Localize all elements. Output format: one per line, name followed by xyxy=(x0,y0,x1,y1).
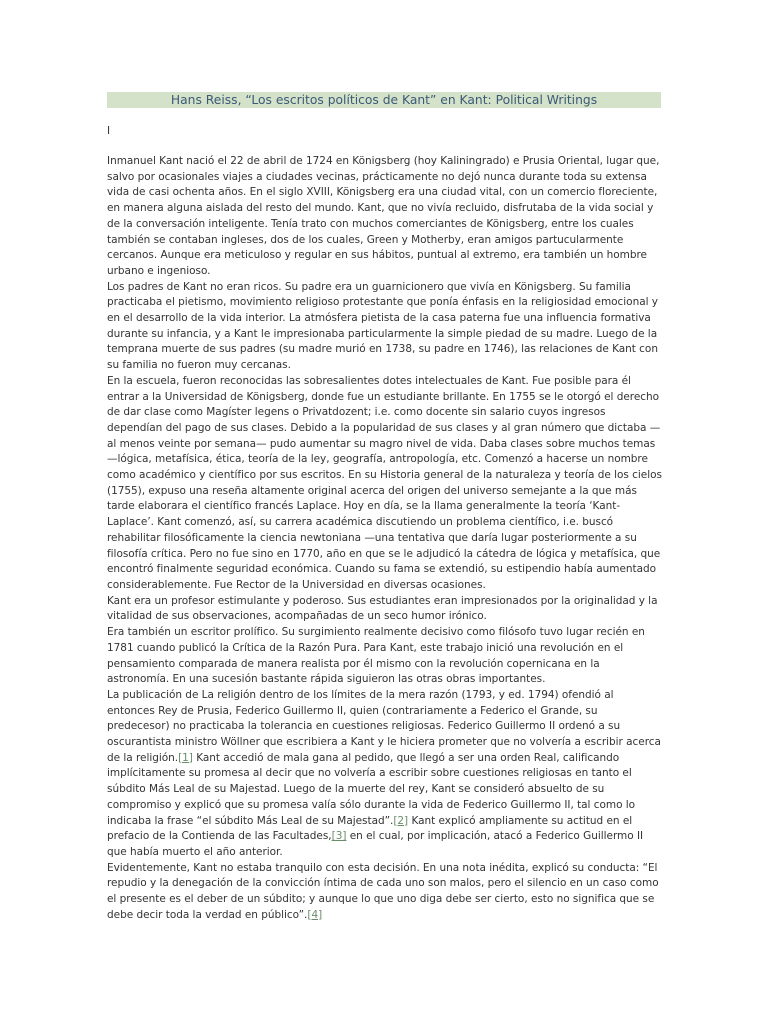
paragraph-school: En la escuela, fueron reconocidas las sobresalientes dotes intelectuales de Kant. Fue posible para él entrar a la Universidad de Königsberg, donde fue un estudiante brillante. En 1755 se le otorgó el derecho de dar clase como Magíster legens o Privatdozent; i.e. como docente sin salario cuyos ingresos dependían del pago de sus clases. Debido a la popularidad de sus clases y al gran número que dictaba —al menos veinte por semana— pudo aumentar su magro nivel de vida. Daba clases sobre muchos temas —lógica, metafísica, ética, teoría de la ley, geografía, antropología, etc. Comenzó a hacerse un nombre como académico y científico por sus escritos. En su Historia general de la naturaleza y teoría de los cielos (1755), expuso una reseña altamente original acerca del origen del universo semejante a la que más tarde elaborara el científico francés Laplace. Hoy en día, se la llama generalmente la teoría ‘Kant-Laplace’. Kant comenzó, así, su carrera académica discutiendo un problema científico, i.e. buscó rehabilitar filosóficamente la ciencia newtoniana —una tentativa que daría lugar posteriormente a su filosofía crítica. Pero no fue sino en 1770, año en que se le adjudicó la cátedra de lógica y metafísica, que encontró finalmente seguridad económica. Cuando su fama se extendió, su estipendio había aumentado considerablemente. Fue Rector de la Universidad en diversas ocasiones. xyxy=(107,374,662,591)
document-title: Hans Reiss, “Los escritos políticos de Kant” en Kant: Political Writings xyxy=(107,92,661,108)
paragraph-professor: Kant era un profesor estimulante y poderoso. Sus estudiantes eran impresionados por la originalidad y la vitalidad de sus observaciones, acompañadas de un seco humor irónico. xyxy=(107,594,658,623)
section-number: I xyxy=(107,125,111,137)
paragraph-text: Kant accedió de mala gana al pedido, que llegó a ser una orden Real, calificando implícitamente su promesa al decir que no volvería a escribir sobre cuestiones religiosas en tanto el súbdito Más Leal de su Majestad. Luego de la muerte del rey, Kant se consideró absuelto de su compromiso y explicó que su promesa valía sólo durante la vida de Federico Guillermo II, tal como lo indicaba la frase “el súbdito Más Leal de su Majestad”. xyxy=(107,751,636,827)
paragraph-parents: Los padres de Kant no eran ricos. Su padre era un guarnicionero que vivía en Königsberg. Su familia practicaba el pietismo, movimiento religioso protestante que ponía énfasis en la religiosidad emocional y en el desarrollo de la vida interior. La atmósfera pietista de la casa paterna fue una influencia formativa durante su infancia, y a Kant le impresionaba particularmente la simple piedad de su madre. Luego de la temprana muerte de sus padres (su madre murió en 1738, su padre en 1746), las relaciones de Kant con su familia no fueron muy cercanas. xyxy=(107,280,658,372)
footnote-link-1[interactable]: [1] xyxy=(178,751,193,764)
footnote-link-2[interactable]: [2] xyxy=(393,814,409,827)
paragraph-text: Kant explicó ampliamente su actitud en el prefacio de la Contienda de las Facultades, xyxy=(107,814,633,843)
paragraph-text: La publicación de La religión dentro de los límites de la mera razón (1793, y ed. 1794) ofendió al entonces Rey de Prusia, Federico Guillermo II, quien (contrariamente a Federico el Grande, su predecesor) no practicaba la tolerancia en cuestiones religiosas. Federico Guillermo II ordenó a su oscurantista ministro Wöllner que escribiera a Kant y le hiciera prometer que no volvería a escribir acerca de la religión. xyxy=(107,688,661,764)
paragraph-text: Evidentemente, Kant no estaba tranquilo con esta decisión. En una nota inédita, explicó su conducta: “El repudio y la denegación de la convicción íntima de cada uno son malos, pero el silencio en un caso como el presente es el deber de un súbdito; y aunque lo que uno diga debe ser cierto, esto no significa que se debe decir toda la verdad en público”. xyxy=(107,861,659,921)
paragraph-text: en el cual, por implicación, atacó a Federico Guillermo II que había muerto el año anterior. xyxy=(107,830,644,858)
article-body xyxy=(107,154,662,923)
paragraph-birth: Inmanuel Kant nació el 22 de abril de 1724 en Königsberg (hoy Kaliningrado) e Prusia Oriental, lugar que, salvo por ocasionales viajes a ciudades vecinas, prácticamente no dejó nunca durante toda su extensa vida de casi ochenta años. En el siglo XVIII, Königsberg era una ciudad vital, con un comercio floreciente, en manera alguna aislada del resto del mundo. Kant, que no vivía recluido, disfrutaba de la vida social y de la conversación inteligente. Tenía trato con muchos comerciantes de Königsberg, entre los cuales también se contaban ingleses, dos de los cuales, Green y Motherby, eran amigos partucularmente cercanos. Aunque era meticuloso y regular en sus hábitos, puntual al extremo, era también un hombre urbano e ingenioso. xyxy=(107,155,660,277)
paragraph-writer: Era también un escritor prolífico. Su surgimiento realmente decisivo como filósofo tuvo lugar recién en 1781 cuando publicó la Crítica de la Razón Pura. Para Kant, este trabajo inició una revolución en el pensamiento comparada de manera realista por él mismo con la revolución copernicana en la astronomía. En una sucesión bastante rápida siguieron las otras obras importantes. xyxy=(107,626,645,686)
footnote-link-3[interactable]: [3] xyxy=(331,830,347,843)
paragraph-unpublished-note xyxy=(107,861,662,924)
footnote-link-4[interactable]: [4] xyxy=(307,908,323,921)
paragraph-religion xyxy=(107,688,662,861)
